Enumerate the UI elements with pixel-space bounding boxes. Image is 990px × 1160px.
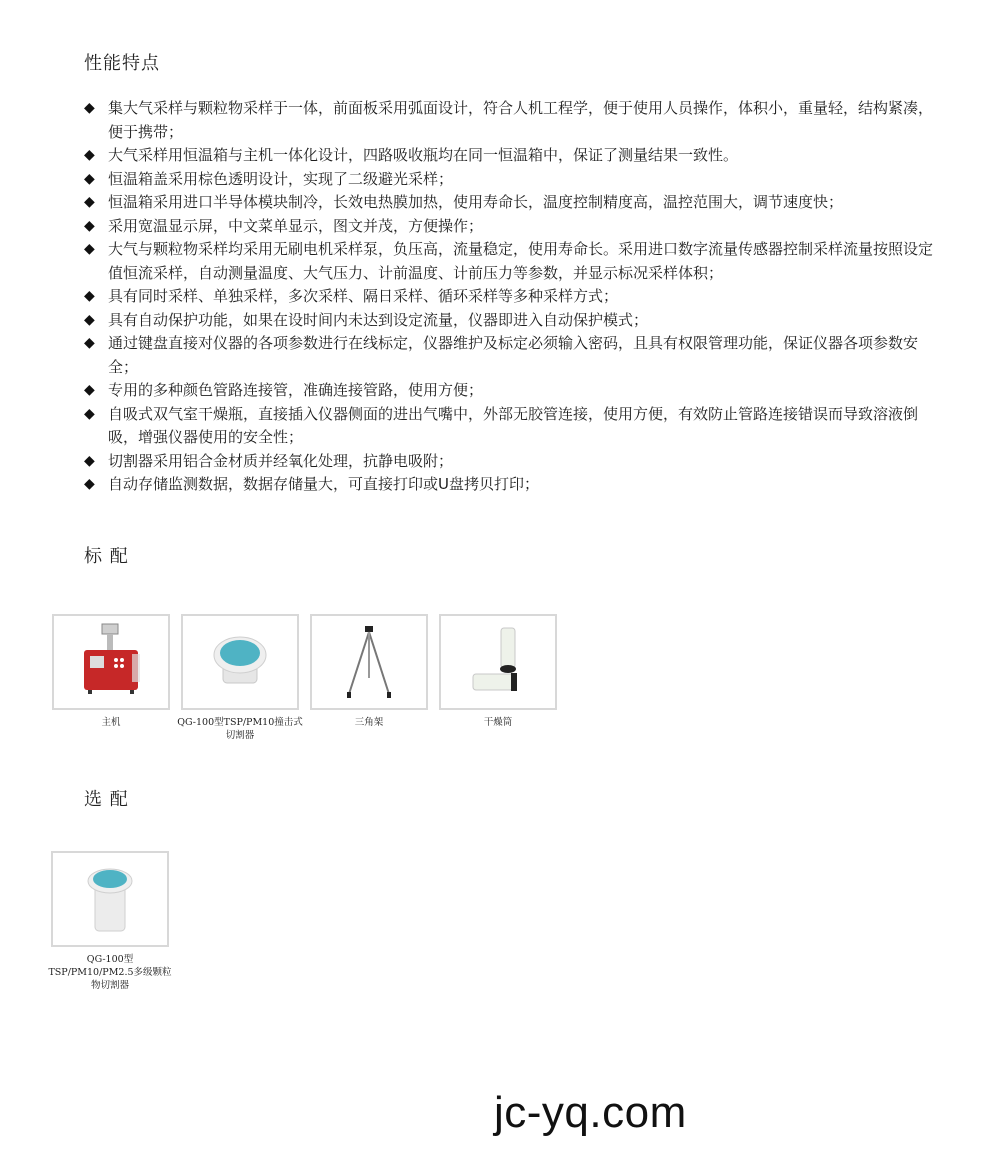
feature-item: ◆ 自吸式双气室干燥瓶，直接插入仪器侧面的进出气嘴中，外部无胶管连接，使用方便，有效防止管路连接错误而导致溶液倒吸，增强仪器使用的安全性；	[84, 404, 919, 446]
product-caption: 干燥筒	[483, 717, 513, 728]
standard-config-gallery	[52, 614, 557, 742]
diamond-bullet-icon: ◆	[84, 335, 95, 351]
diamond-bullet-icon: ◆	[84, 288, 95, 304]
diamond-bullet-icon: ◆	[84, 170, 95, 187]
diamond-bullet-icon: ◆	[84, 100, 95, 116]
tripod-image	[310, 614, 428, 710]
feature-item: ◆ 具有同时采样、单独采样，多次采样、隔日采样、循环采样等多种采样方式；	[84, 285, 944, 309]
feature-item: ◆ 具有自动保护功能，如果在设时间内未达到设定流量，仪器即进入自动保护模式；	[84, 309, 944, 333]
impact-cutter-image	[181, 614, 299, 710]
diamond-bullet-icon: ◆	[84, 217, 95, 234]
product-card-tripod	[310, 614, 428, 742]
diamond-bullet-icon: ◆	[84, 194, 95, 210]
product-card-multistage-cutter	[48, 851, 172, 992]
feature-item: ◆ 恒温箱盖采用棕色透明设计，实现了二级避光采样；	[84, 168, 944, 192]
diamond-bullet-icon: ◆	[84, 147, 95, 163]
optional-config-title: 选 配	[84, 789, 129, 810]
product-caption: 三角架	[354, 717, 384, 728]
diamond-bullet-icon: ◆	[84, 405, 95, 422]
multistage-cutter-image	[51, 851, 169, 947]
feature-item: ◆ 大气与颗粒物采样均采用无刷电机采样泵，负压高，流量稳定，使用寿命长。采用进口数字流量传感器控制采样流量按照设定值恒流采样，自动测量温度、大气压力、计前温度、计前压力等参数，并显示标况采样体积；	[84, 240, 934, 282]
product-caption: QG-100型TSP/PM10撞击式切割器	[177, 717, 303, 741]
main-unit-image	[52, 614, 170, 710]
optional-config-gallery	[48, 851, 172, 992]
diamond-bullet-icon: ◆	[84, 311, 95, 328]
standard-config-title: 标 配	[84, 546, 129, 567]
diamond-bullet-icon: ◆	[84, 452, 95, 469]
features-list	[84, 97, 944, 497]
feature-item: ◆ 恒温箱采用进口半导体模块制冷，长效电热膜加热，使用寿命长，温度控制精度高，温控范围大，调节速度快；	[84, 191, 944, 215]
product-card-drying-tube	[439, 614, 557, 742]
site-watermark: jc-yq.com	[494, 1088, 687, 1137]
feature-item: ◆ 专用的多种颜色管路连接管，准确连接管路，使用方便；	[84, 379, 944, 403]
feature-item: ◆ 自动存储监测数据，数据存储量大，可直接打印或U盘拷贝打印；	[84, 473, 944, 497]
diamond-bullet-icon: ◆	[84, 476, 95, 492]
product-caption: QG-100型TSP/PM10/PM2.5多级颗粒物切割器	[48, 954, 172, 991]
product-card-impact-cutter	[177, 614, 303, 742]
product-card-main-unit	[52, 614, 170, 742]
feature-item: ◆ 采用宽温显示屏，中文菜单显示，图文并茂，方便操作；	[84, 215, 944, 239]
diamond-bullet-icon: ◆	[84, 382, 95, 398]
feature-item: ◆ 集大气采样与颗粒物采样于一体，前面板采用弧面设计，符合人机工程学，便于使用人员操作，体积小，重量轻，结构紧凑，便于携带；	[84, 99, 934, 141]
feature-item: ◆ 通过键盘直接对仪器的各项参数进行在线标定，仪器维护及标定必须输入密码，且具有权限管理功能，保证仪器各项参数安全；	[84, 334, 919, 376]
feature-item: ◆ 切割器采用铝合金材质并经氧化处理，抗静电吸附；	[84, 450, 944, 474]
diamond-bullet-icon: ◆	[84, 241, 95, 257]
feature-item: ◆ 大气采样用恒温箱与主机一体化设计，四路吸收瓶均在同一恒温箱中，保证了测量结果一致性。	[84, 144, 944, 168]
product-caption: 主机	[101, 717, 121, 728]
features-title: 性能特点	[84, 53, 160, 74]
drying-tube-image	[439, 614, 557, 710]
